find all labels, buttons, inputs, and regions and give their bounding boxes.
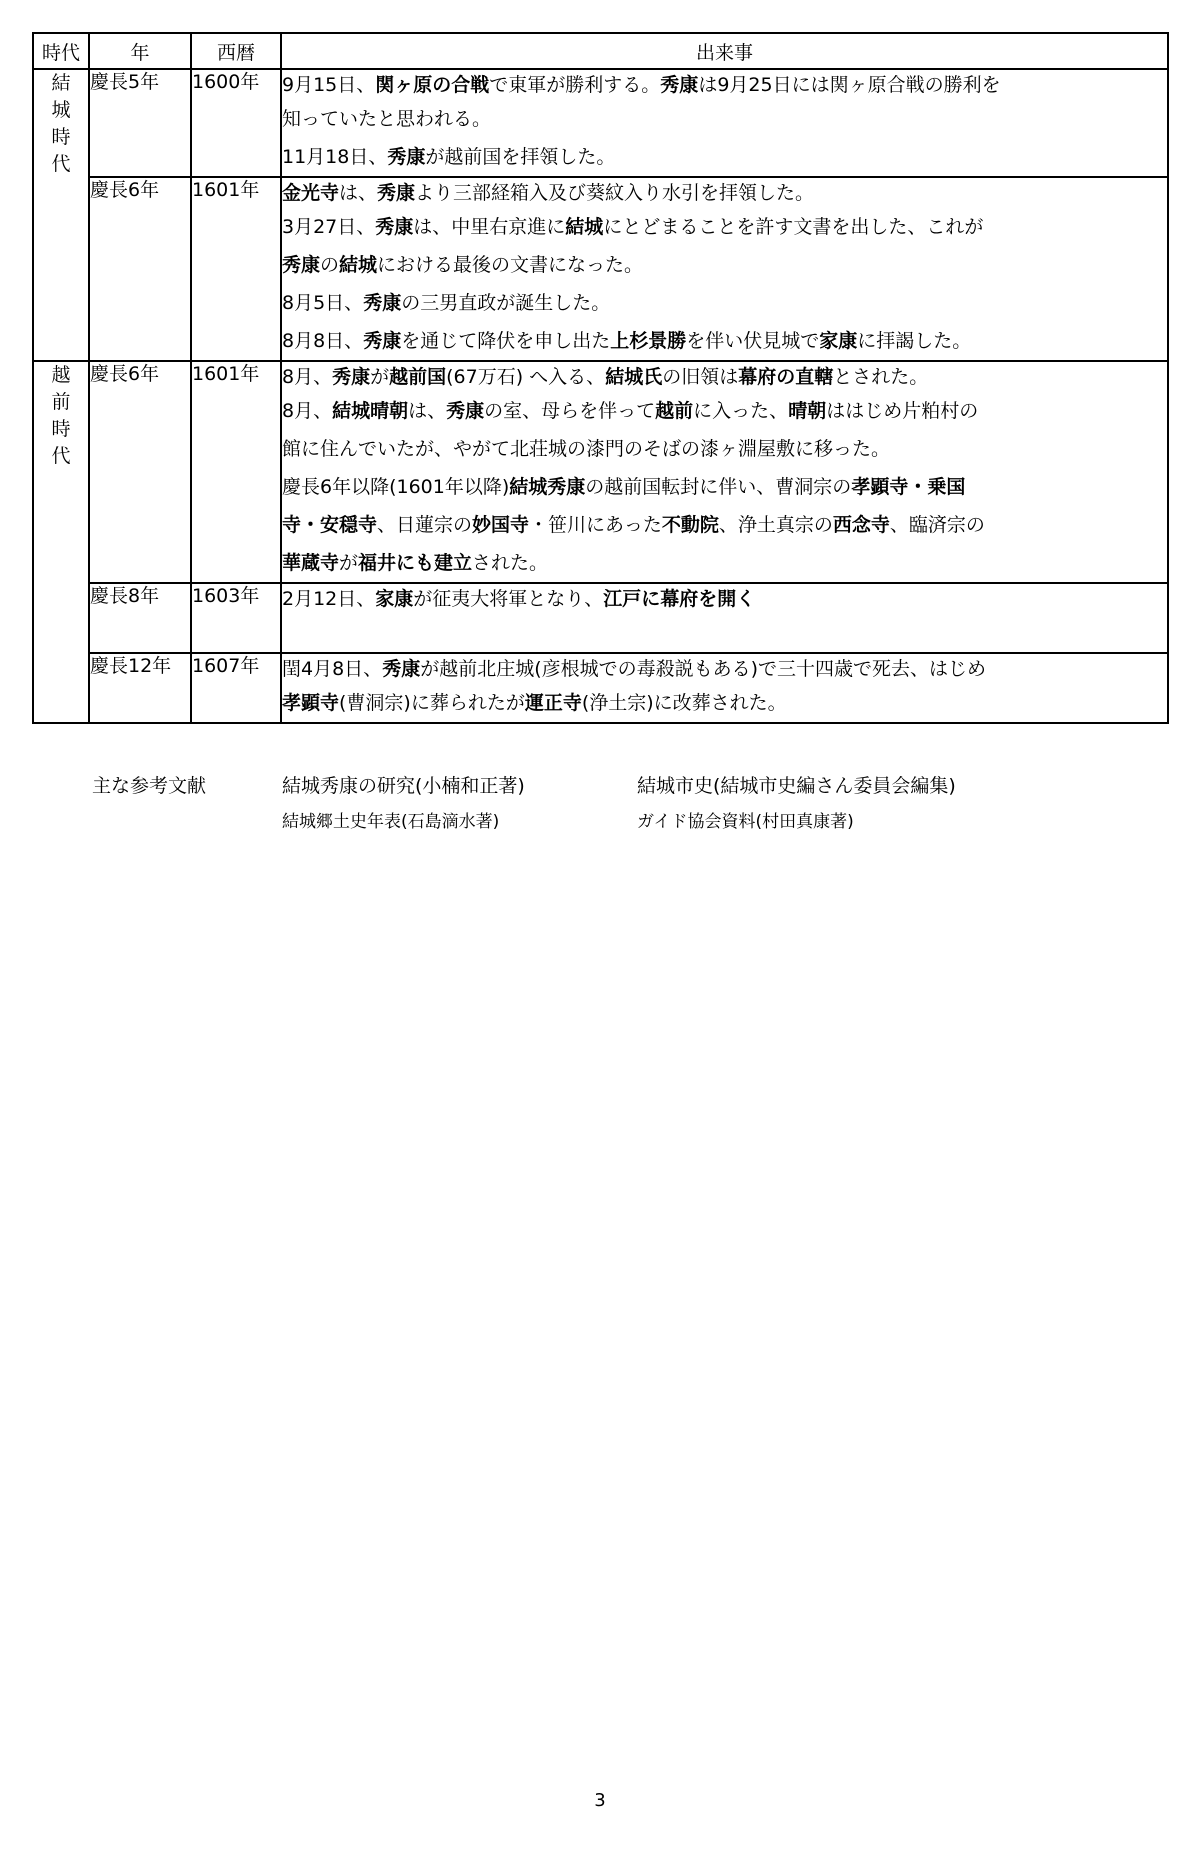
references-label: 主な参考文献 <box>92 775 207 797</box>
event-text: で東軍が勝利する。 <box>489 74 661 96</box>
event-text: を伴い伏見城で <box>686 330 820 352</box>
era-name: 越前時代 <box>51 364 71 467</box>
event-text: が越前国を拝領した。 <box>425 146 616 168</box>
event-text: は、 <box>339 182 378 204</box>
ad-year-cell: 1600年 <box>191 69 281 177</box>
bold-term: 金光寺 <box>282 182 340 204</box>
bold-term: 寺・安穏寺 <box>282 514 378 536</box>
bold-term: 秀康 <box>382 658 421 680</box>
events-cell <box>281 177 1168 361</box>
event-text: は9月25日には関ヶ原合戦の勝利を <box>698 74 1001 96</box>
event-text: が越前北庄城(彦根城での毒殺説もある)で三十四歳で死去、はじめ <box>420 658 987 680</box>
year-cell: 慶長12年 <box>89 653 191 723</box>
event-line <box>282 614 1167 652</box>
reference-item: ガイド協会資料(村田真康著) <box>637 812 854 832</box>
event-line <box>282 392 1167 430</box>
event-line <box>282 584 1167 614</box>
bold-term: 妙国寺 <box>472 514 530 536</box>
event-text: 館に住んでいたが、やがて北荘城の漆門のそばの漆ヶ淵屋敷に移った。 <box>282 438 891 460</box>
bold-term: 西念寺 <box>832 514 890 536</box>
bold-term: 結城秀康 <box>509 476 586 498</box>
bold-term: 結城晴朝 <box>332 400 409 422</box>
header-year: 年 <box>89 33 191 69</box>
bold-term: 結城氏 <box>605 366 663 388</box>
bold-term: 家康 <box>375 588 414 610</box>
event-line <box>282 362 1167 392</box>
bold-term: 関ヶ原の合戦 <box>375 74 490 96</box>
ad-year-cell: 1601年 <box>191 361 281 583</box>
event-text: は、中里右京進に <box>413 216 566 238</box>
event-text: 11月18日、 <box>282 146 388 168</box>
bold-term: 秀康 <box>363 330 402 352</box>
event-line <box>282 100 1167 138</box>
bold-term: 幕府の直轄 <box>738 366 834 388</box>
event-text: 9月15日、 <box>282 74 376 96</box>
event-text: 8月、 <box>282 400 333 422</box>
event-text: における最後の文書になった。 <box>377 254 644 276</box>
event-text: (67万石) へ入る、 <box>446 366 606 388</box>
event-text: の室、母らを伴って <box>484 400 656 422</box>
event-text: 知っていたと思われる。 <box>282 108 492 130</box>
event-line <box>282 684 1167 722</box>
event-line <box>282 246 1167 284</box>
event-text: にとどまることを許す文書を出した、これが <box>603 216 984 238</box>
bold-term: 結城 <box>339 254 378 276</box>
event-text: の三男直政が誕生した。 <box>401 292 611 314</box>
era-name: 結城時代 <box>51 72 71 175</box>
event-line <box>282 178 1167 208</box>
bold-term: 秀康 <box>377 182 416 204</box>
event-text: 、臨済宗の <box>889 514 985 536</box>
bold-term: 江戸に幕府を開く <box>603 588 756 610</box>
bold-term: 秀康 <box>363 292 402 314</box>
bold-term: 越前国 <box>389 366 447 388</box>
event-text: 慶長6年以降(1601年以降) <box>282 476 510 498</box>
ad-year-cell: 1601年 <box>191 177 281 361</box>
event-line <box>282 654 1167 684</box>
event-text: 2月12日、 <box>282 588 376 610</box>
event-text: の越前国転封に伴い、曹洞宗の <box>585 476 852 498</box>
events-cell <box>281 361 1168 583</box>
reference-item: 結城秀康の研究(小楠和正著) <box>282 775 525 797</box>
reference-item: 結城郷土史年表(石島滴水著) <box>282 812 500 832</box>
event-text: とされた。 <box>833 366 929 388</box>
event-line <box>282 468 1167 506</box>
era-cell <box>33 69 89 361</box>
event-text: の <box>320 254 340 276</box>
ad-year-cell: 1603年 <box>191 583 281 653</box>
event-line <box>282 138 1167 176</box>
event-line <box>282 430 1167 468</box>
year-cell: 慶長6年 <box>89 361 191 583</box>
event-text: に入った、 <box>693 400 789 422</box>
event-text: された。 <box>472 552 549 574</box>
header-era: 時代 <box>33 33 89 69</box>
event-line <box>282 284 1167 322</box>
event-text: が征夷大将軍となり、 <box>413 588 604 610</box>
bold-term: 華蔵寺 <box>282 552 340 574</box>
table-row <box>33 653 1168 723</box>
table-row <box>33 69 1168 177</box>
reference-item: 結城市史(結城市史編さん委員会編集) <box>637 775 956 797</box>
year-cell: 慶長6年 <box>89 177 191 361</box>
era-cell <box>33 361 89 723</box>
page-number: 3 <box>594 1790 606 1811</box>
table-header-row <box>33 33 1168 69</box>
event-text: 8月5日、 <box>282 292 364 314</box>
event-line <box>282 322 1167 360</box>
ad-year-cell: 1607年 <box>191 653 281 723</box>
bold-term: 運正寺 <box>524 692 582 714</box>
bold-term: 福井にも建立 <box>358 552 473 574</box>
event-text: ・笹川にあった <box>529 514 662 536</box>
event-text: 8月8日、 <box>282 330 364 352</box>
event-text: の旧領は <box>662 366 739 388</box>
event-text: (曹洞宗)に葬られたが <box>339 692 525 714</box>
bold-term: 越前 <box>655 400 694 422</box>
event-text: が <box>339 552 359 574</box>
bold-term: 秀康 <box>282 254 321 276</box>
events-cell <box>281 69 1168 177</box>
bold-term: 秀康 <box>387 146 426 168</box>
year-cell: 慶長5年 <box>89 69 191 177</box>
event-text: が <box>370 366 390 388</box>
event-text: は、 <box>408 400 447 422</box>
event-line <box>282 506 1167 544</box>
bold-term: 秀康 <box>332 366 371 388</box>
event-text: 3月27日、 <box>282 216 376 238</box>
bold-term: 孝顕寺 <box>282 692 340 714</box>
event-text: 8月、 <box>282 366 333 388</box>
bold-term: 上杉景勝 <box>610 330 687 352</box>
year-cell: 慶長8年 <box>89 583 191 653</box>
event-text: を通じて降伏を申し出た <box>401 330 611 352</box>
bold-term: 不動院 <box>661 514 719 536</box>
event-text: 、浄土真宗の <box>718 514 833 536</box>
event-line <box>282 70 1167 100</box>
header-ad: 西暦 <box>191 33 281 69</box>
bold-term: 秀康 <box>375 216 414 238</box>
table-row <box>33 177 1168 361</box>
table-row <box>33 361 1168 583</box>
event-text: に拝謁した。 <box>857 330 972 352</box>
bold-term: 結城 <box>565 216 604 238</box>
events-cell <box>281 653 1168 723</box>
table-row <box>33 583 1168 653</box>
event-text: 閏4月8日、 <box>282 658 383 680</box>
event-text: (浄土宗)に改葬された。 <box>581 692 787 714</box>
event-line <box>282 544 1167 582</box>
event-text: ははじめ片粕村の <box>826 400 979 422</box>
bold-term: 秀康 <box>660 74 699 96</box>
bold-term: 晴朝 <box>788 400 827 422</box>
bold-term: 秀康 <box>446 400 485 422</box>
chronology-table <box>32 32 1169 724</box>
event-text: より三部経箱入及び葵紋入り水引を拝領した。 <box>415 182 815 204</box>
event-line <box>282 208 1167 246</box>
event-text: 、日蓮宗の <box>377 514 473 536</box>
bold-term: 家康 <box>819 330 858 352</box>
header-events: 出来事 <box>281 33 1168 69</box>
bold-term: 孝顕寺・乗国 <box>851 476 966 498</box>
events-cell <box>281 583 1168 653</box>
